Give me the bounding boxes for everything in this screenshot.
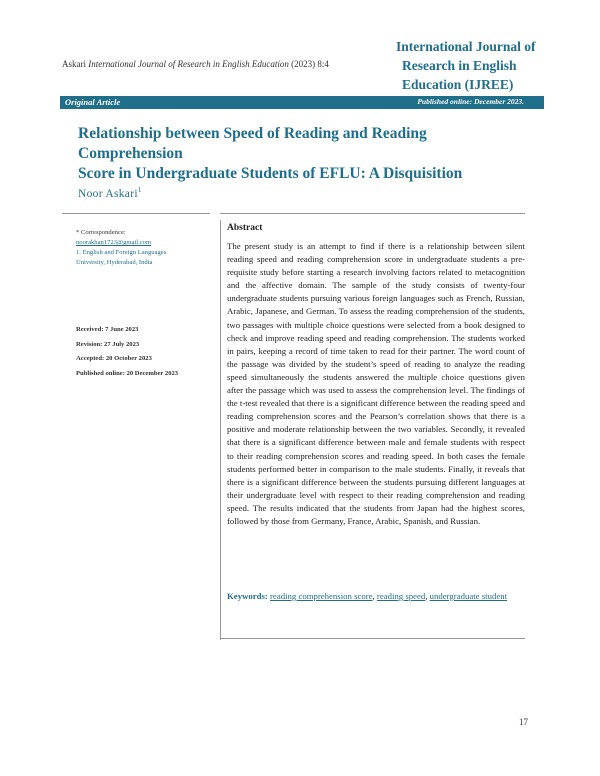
page-number: 17 (519, 717, 528, 727)
author-name: Noor Askari (78, 187, 138, 200)
running-head-journal: International Journal of Research in English Education (88, 59, 289, 69)
keyword-separator-2: , (425, 591, 430, 601)
correspondence-label: * Correspondence: (76, 229, 126, 236)
affiliation-line2: University, Hyderabad, India (76, 259, 153, 266)
running-head-volume: (2023) 8:4 (291, 59, 329, 69)
keywords (227, 590, 525, 603)
abstract-divider (220, 213, 525, 214)
keyword-separator-1: , (372, 591, 377, 601)
article-type-band (60, 96, 544, 109)
affiliation-line1: 1. English and Foreign Languages (76, 249, 167, 256)
article-title-line2: Score in Undergraduate Students of EFLU: A Disquisition (78, 165, 463, 182)
column-separator (220, 220, 221, 640)
abstract-bottom-divider (220, 638, 525, 639)
date-received: Received: 7 June 2023 (76, 326, 139, 333)
correspondence-email-link[interactable]: noorakhan1723@gmail.com (76, 239, 152, 246)
running-head (62, 59, 329, 69)
author-affiliation-marker: 1 (137, 186, 142, 194)
keyword-link-2[interactable]: reading speed (376, 591, 426, 601)
journal-name-line1: International Journal of (396, 39, 536, 54)
article-title-line1: Relationship between Speed of Reading and Reading Comprehension (78, 125, 427, 162)
running-head-author: Askari (62, 59, 86, 69)
author (78, 186, 142, 200)
keyword-link-3[interactable]: undergraduate student (429, 591, 508, 601)
journal-name (396, 37, 556, 94)
article-title (78, 124, 528, 184)
journal-name-line3: Education (IJREE) (402, 77, 514, 92)
article-type: Original Article (65, 97, 121, 107)
date-published: Published online: 20 December 2023 (76, 369, 179, 377)
date-accepted: Accepted: 20 October 2023 (76, 355, 152, 362)
keywords-label: Keywords: (227, 591, 268, 601)
correspondence-block (76, 228, 211, 268)
journal-name-line2: Research in English (402, 58, 517, 73)
published-online-banner: Published online: December 2023. (417, 97, 524, 106)
sidebar-divider (62, 213, 210, 214)
abstract-body: The present study is an attempt to find if there is a relationship between silent reading speed and reading comprehension score in undergraduate students a pre-requisite study before starting a research involving factors related to metacognition and the affective domain. The sample of the study consists of twenty-four undergraduate students pursuing various foreign languages such as French, Russian, Arabic, Japanese, and German. To assess the reading comprehension of the students, two passages with multiple choice questions were selected from a book designed to check and improve reading speed and reading comprehension. The students worked in pairs, keeping a record of time taken to read for their partner. The word count of the passage was divided by the student’s speed of reading to analyze the reading speed simultaneously the students answered the multiple choice questions given after the passage which was used to assess the comprehension level. The findings of the t-test revealed that there is a significant difference between the reading speed and reading comprehension scores and the Pearson’s correlation shows that there is a positive and moderate relationship between the two variables. Secondly, it revealed that there is a significant difference between male and female students with respect to their reading comprehension scores and reading speed. In both cases the female students performed better in comparison to the male students. Finally, it reveals that there is a significant difference between the students pursuing different languages at their undergraduate level with respect to their reading comprehension and reading speed. The results indicated that the students from Japan had the highest scores, followed by those from Germany, France, Arabic, Spanish, and Russian. (227, 241, 525, 526)
abstract-heading: Abstract (227, 223, 263, 233)
keyword-link-1[interactable]: reading comprehension score (270, 591, 373, 601)
article-dates (76, 323, 216, 381)
date-revision: Revision: 27 July 2023 (76, 340, 140, 348)
